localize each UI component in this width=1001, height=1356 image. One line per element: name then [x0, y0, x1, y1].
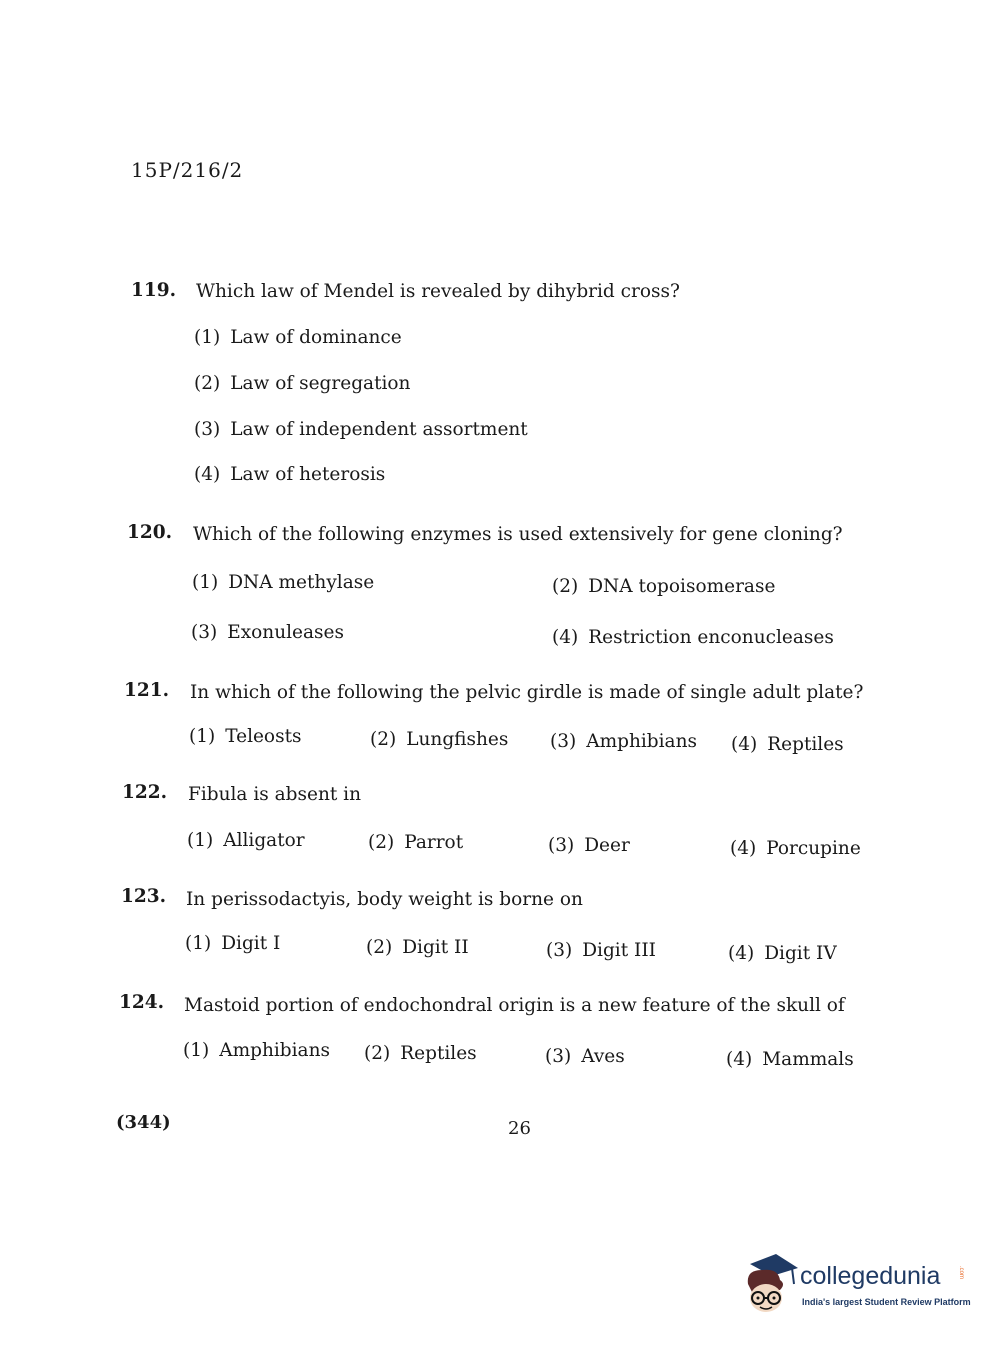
option [183, 1040, 330, 1061]
option-text: Alligator [223, 830, 305, 851]
option-text: Digit II [402, 937, 469, 958]
option-text: Digit IV [764, 943, 837, 964]
question-number: 119. [131, 280, 177, 301]
option-number: (2) [552, 576, 579, 597]
question-text: In perissodactyis, body weight is borne on [186, 889, 583, 910]
option [191, 622, 344, 643]
option-number: (1) [185, 933, 212, 954]
option [545, 1046, 625, 1067]
option [546, 940, 656, 961]
option [730, 838, 861, 859]
option-text: Deer [584, 835, 630, 856]
logo-wordmark: collegedunia [800, 1262, 941, 1290]
question-number: 124. [119, 992, 165, 1013]
option [187, 830, 305, 851]
option-number: (1) [194, 327, 221, 348]
option-text: Law of independent assortment [230, 419, 528, 440]
option [368, 832, 463, 853]
option [194, 464, 385, 485]
mascot-icon [742, 1250, 802, 1320]
option-text: Porcupine [766, 838, 861, 859]
option-number: (2) [370, 729, 397, 750]
question-number: 120. [127, 522, 173, 543]
option-number: (3) [548, 835, 575, 856]
option-text: Amphibians [219, 1040, 330, 1061]
question-text: Fibula is absent in [188, 784, 362, 805]
question-text: In which of the following the pelvic girdle is made of single adult plate? [190, 682, 864, 703]
option [194, 327, 402, 348]
option [192, 572, 374, 593]
question-number: 121. [124, 680, 170, 701]
option-text: Parrot [404, 832, 464, 853]
option-number: (2) [194, 373, 221, 394]
question-text: Which law of Mendel is revealed by dihybrid cross? [196, 281, 680, 302]
option-text: Restriction enconucleases [588, 627, 834, 648]
option-text: Mammals [762, 1049, 854, 1070]
option [726, 1049, 854, 1070]
option-number: (4) [730, 838, 757, 859]
option [366, 937, 469, 958]
option-number: (3) [191, 622, 218, 643]
option-text: Law of heterosis [230, 464, 386, 485]
option-text: Exonuleases [227, 622, 344, 643]
option [185, 933, 280, 954]
booklet-code: (344) [116, 1112, 171, 1133]
option-text: Amphibians [586, 731, 697, 752]
question-text: Which of the following enzymes is used extensively for gene cloning? [193, 524, 843, 545]
option-text: Law of segregation [230, 373, 411, 394]
option-text: Reptiles [767, 734, 844, 755]
option-number: (1) [189, 726, 216, 747]
option [189, 726, 302, 747]
option-number: (3) [194, 419, 221, 440]
option-number: (3) [545, 1046, 572, 1067]
option-number: (4) [194, 464, 221, 485]
option [548, 835, 630, 856]
option-number: (4) [726, 1049, 753, 1070]
option-number: (3) [546, 940, 573, 961]
option-number: (4) [731, 734, 758, 755]
option-text: Digit I [221, 933, 281, 954]
option [194, 373, 410, 394]
option-text: Digit III [582, 940, 656, 961]
logo-domain-suffix: .com [958, 1266, 964, 1280]
option-text: Lungfishes [406, 729, 509, 750]
option [552, 627, 834, 648]
option-number: (1) [183, 1040, 210, 1061]
option [194, 419, 528, 440]
collegedunia-logo[interactable] [742, 1250, 971, 1320]
paper-code: 15P/216/2 [131, 158, 244, 182]
option-text: Aves [581, 1046, 625, 1067]
option [364, 1043, 477, 1064]
question-text: Mastoid portion of endochondral origin is a new feature of the skull of [184, 995, 845, 1016]
option-number: (4) [552, 627, 579, 648]
page-number: 26 [508, 1118, 531, 1139]
option [550, 731, 697, 752]
option-text: Teleosts [225, 726, 302, 747]
option-number: (2) [368, 832, 395, 853]
option-text: Law of dominance [230, 327, 402, 348]
option [731, 734, 844, 755]
option-number: (1) [187, 830, 214, 851]
option-number: (2) [364, 1043, 391, 1064]
question-number: 123. [121, 886, 167, 907]
option-number: (3) [550, 731, 577, 752]
option-number: (1) [192, 572, 219, 593]
question-number: 122. [122, 782, 168, 803]
option-text: DNA methylase [228, 572, 375, 593]
option [552, 576, 775, 597]
option-number: (2) [366, 937, 393, 958]
option-number: (4) [728, 943, 755, 964]
option-text: DNA topoisomerase [588, 576, 776, 597]
option-text: Reptiles [400, 1043, 477, 1064]
option [370, 729, 508, 750]
option [728, 943, 837, 964]
logo-tagline: India's largest Student Review Platform [802, 1297, 971, 1307]
